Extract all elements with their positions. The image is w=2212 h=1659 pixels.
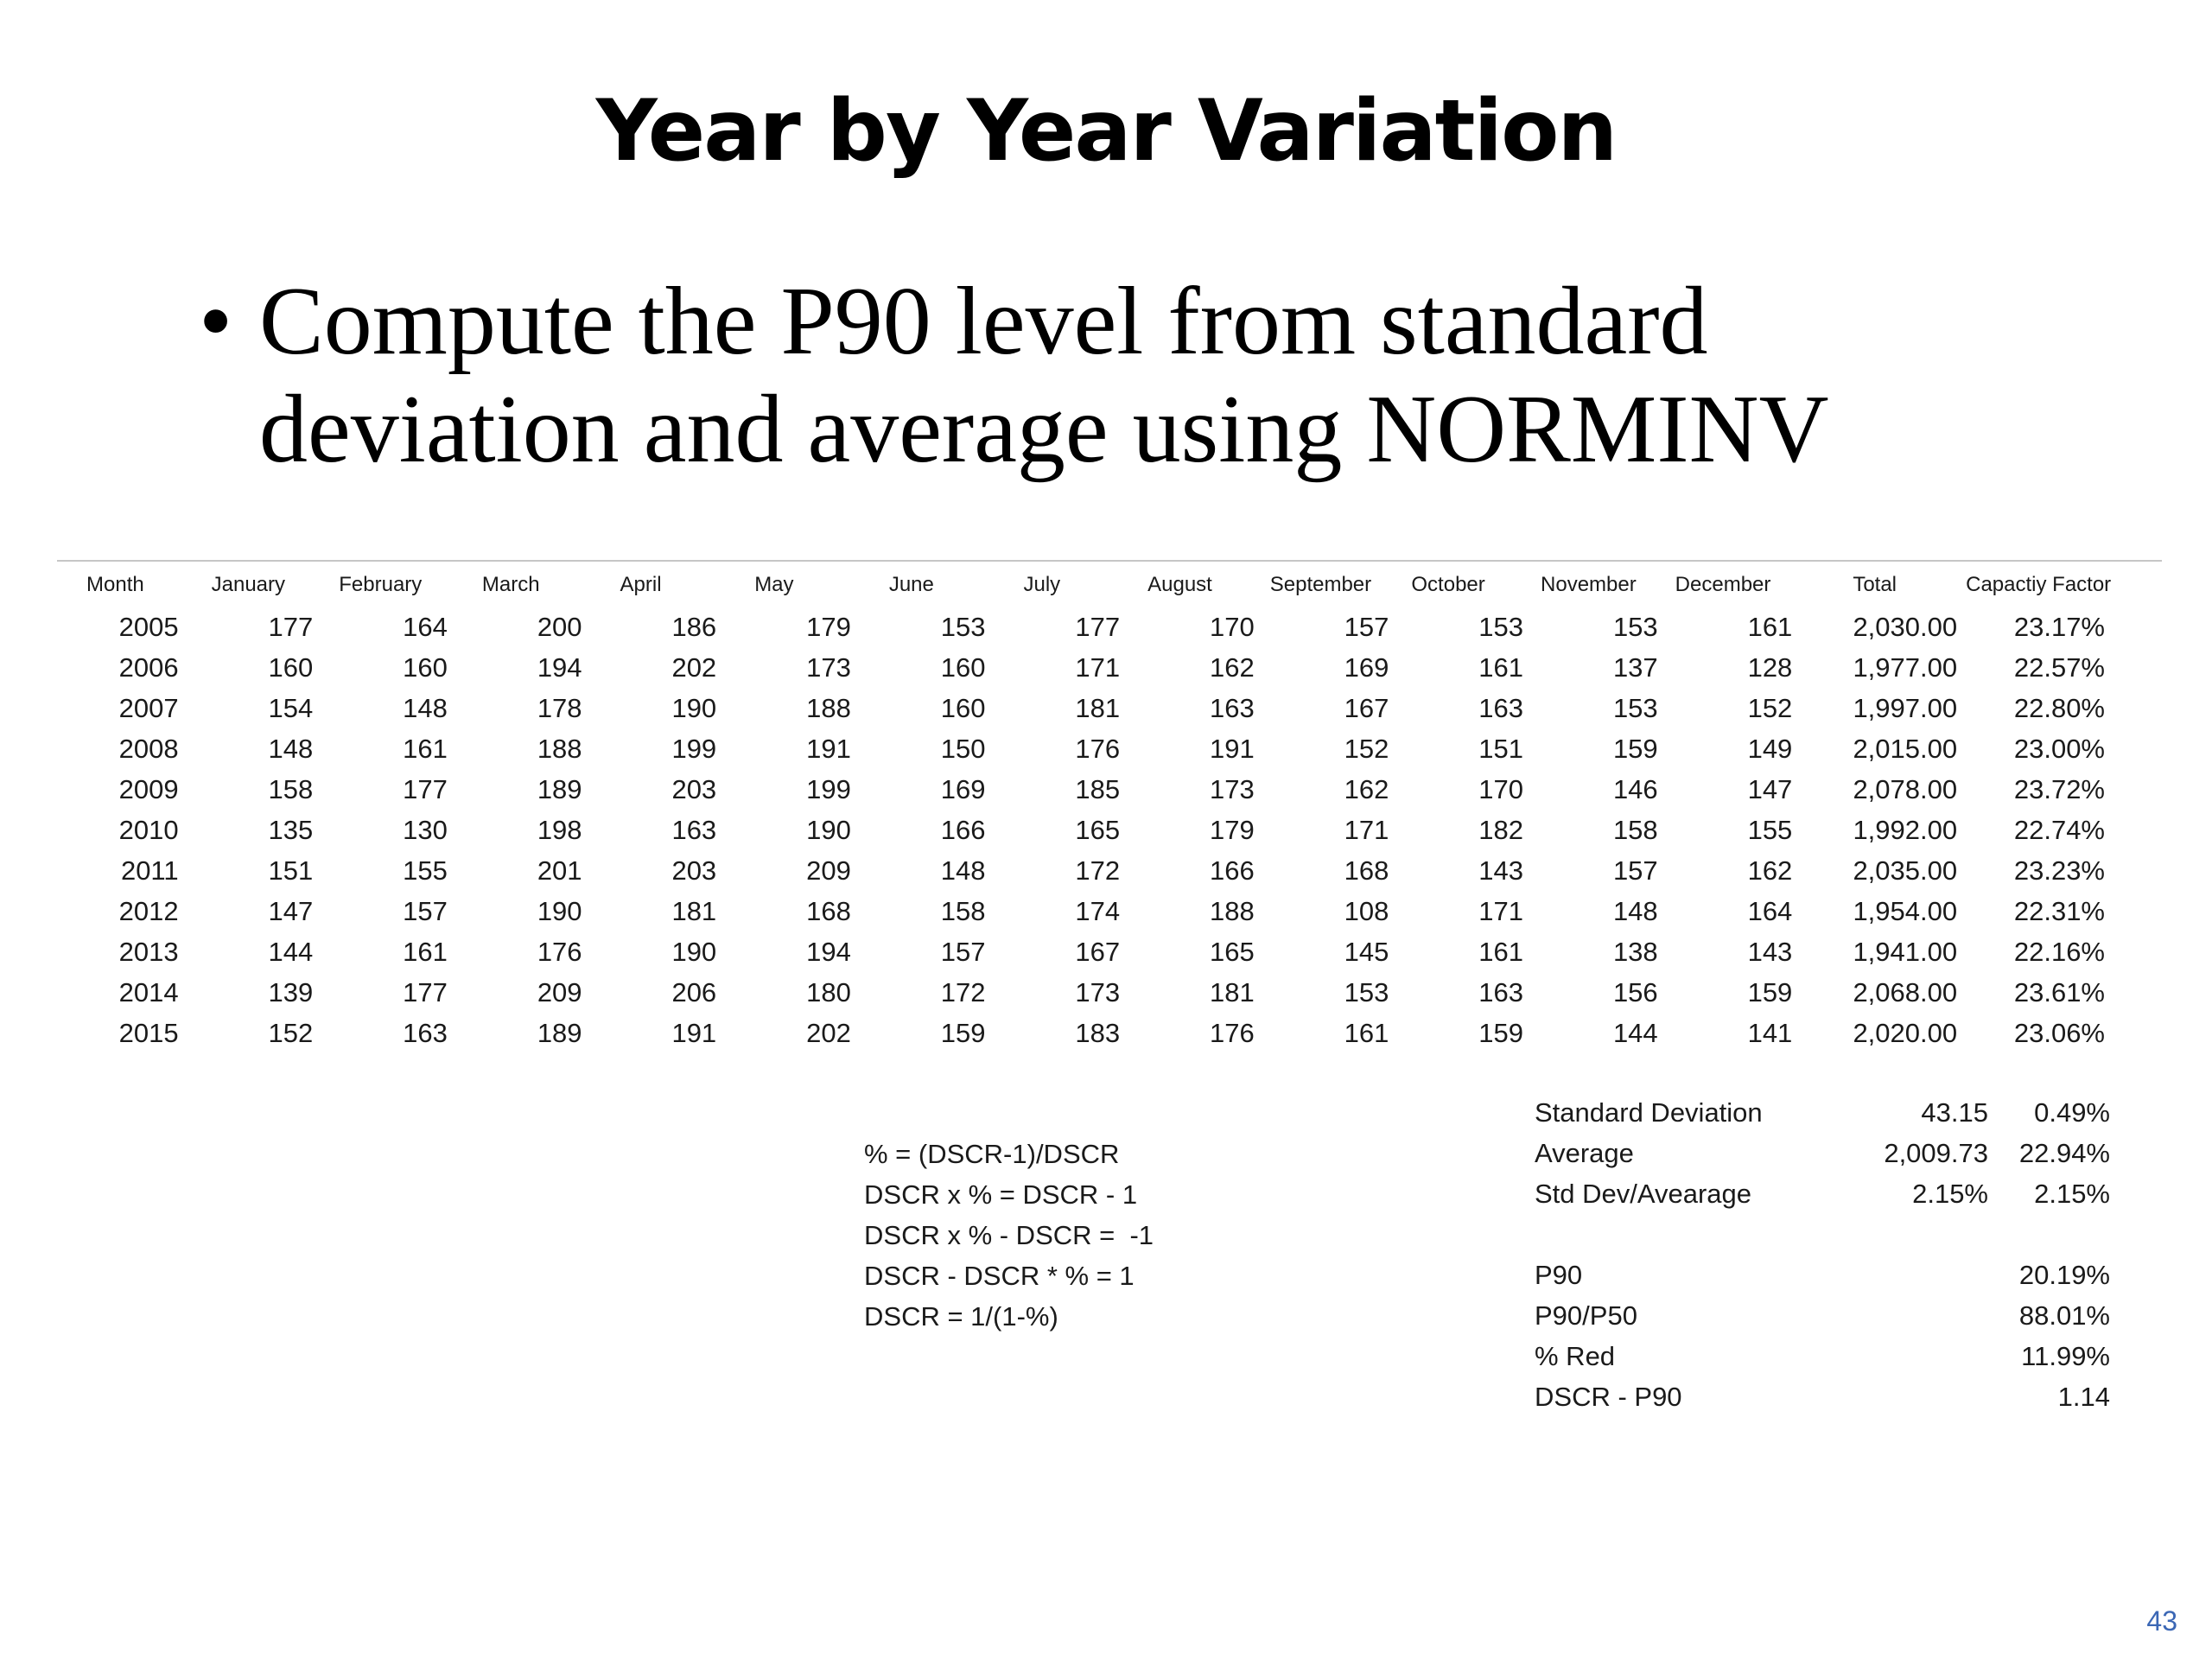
stat-label: P90/P50 bbox=[1535, 1300, 1637, 1331]
table-cell: 157 bbox=[1344, 611, 1389, 642]
stat-row-p90 bbox=[1535, 1255, 2139, 1295]
table-cell: 189 bbox=[537, 773, 582, 804]
table-cell: 143 bbox=[1478, 855, 1524, 886]
stat-row-standard-deviation bbox=[1535, 1092, 2139, 1133]
table-cell: 137 bbox=[1612, 652, 1658, 683]
table-cell: 154 bbox=[268, 692, 314, 723]
table-cell: 162 bbox=[1747, 855, 1793, 886]
year-cell: 2008 bbox=[118, 733, 179, 764]
table-cell: 177 bbox=[268, 611, 314, 642]
table-cell: 157 bbox=[1612, 855, 1658, 886]
table-row bbox=[57, 850, 2113, 891]
year-cell: 2011 bbox=[120, 855, 179, 886]
table-cell: 191 bbox=[671, 1017, 717, 1048]
table-cell: 148 bbox=[403, 692, 448, 723]
stat-total-value: 2,009.73 bbox=[1884, 1138, 1988, 1168]
table-row bbox=[57, 769, 2113, 810]
year-cell: 2010 bbox=[118, 814, 179, 845]
table-cell: 189 bbox=[537, 1017, 582, 1048]
table-cell: 171 bbox=[1075, 652, 1121, 683]
table-cell: 185 bbox=[1075, 773, 1121, 804]
table-cell: 22.74% bbox=[2013, 814, 2105, 845]
slide-title: Year by Year Variation bbox=[595, 82, 1617, 181]
table-cell: 183 bbox=[1075, 1017, 1121, 1048]
table-cell: 144 bbox=[268, 936, 314, 967]
column-header: September bbox=[1269, 573, 1372, 596]
table-cell: 206 bbox=[671, 976, 717, 1007]
table-cell: 1,941.00 bbox=[1853, 936, 1958, 967]
stat-label: % Red bbox=[1535, 1341, 1616, 1371]
table-row bbox=[57, 1013, 2113, 1053]
table-cell: 138 bbox=[1612, 936, 1658, 967]
table-cell: 157 bbox=[403, 895, 448, 926]
table-row bbox=[57, 891, 2113, 931]
stat-label: Standard Deviation bbox=[1535, 1097, 1763, 1128]
table-cell: 147 bbox=[268, 895, 314, 926]
table-cell: 2,035.00 bbox=[1853, 855, 1958, 886]
sheet-divider bbox=[57, 560, 2162, 562]
stat-row-std-dev-average bbox=[1535, 1173, 2139, 1214]
table-cell: 168 bbox=[1344, 855, 1389, 886]
table-cell: 199 bbox=[806, 773, 851, 804]
stat-label: DSCR - P90 bbox=[1535, 1382, 1682, 1412]
table-cell: 176 bbox=[1075, 733, 1121, 764]
table-cell: 141 bbox=[1747, 1017, 1793, 1048]
table-row bbox=[57, 728, 2113, 769]
table-cell: 190 bbox=[806, 814, 851, 845]
table-cell: 159 bbox=[1478, 1017, 1524, 1048]
table-cell: 2,068.00 bbox=[1853, 976, 1958, 1007]
table-cell: 161 bbox=[1478, 936, 1524, 967]
table-row bbox=[57, 810, 2113, 850]
stat-cf-value: 0.49% bbox=[2034, 1097, 2110, 1128]
table-cell: 151 bbox=[1478, 733, 1524, 764]
table-cell: 146 bbox=[1612, 773, 1658, 804]
formula-line: DSCR x % - DSCR = -1 bbox=[864, 1220, 1154, 1250]
stat-cf-value: 1.14 bbox=[2057, 1382, 2110, 1412]
table-cell: 190 bbox=[671, 936, 717, 967]
formula-line: DSCR = 1/(1-%) bbox=[864, 1301, 1058, 1332]
table-cell: 171 bbox=[1478, 895, 1524, 926]
table-cell: 159 bbox=[940, 1017, 986, 1048]
table-cell: 147 bbox=[1747, 773, 1793, 804]
stat-cf-value: 2.15% bbox=[2034, 1179, 2110, 1209]
stat-cf-value: 22.94% bbox=[2018, 1138, 2110, 1168]
table-cell: 158 bbox=[1612, 814, 1658, 845]
table-cell: 201 bbox=[537, 855, 582, 886]
column-header: Total bbox=[1853, 573, 1897, 596]
table-cell: 181 bbox=[1075, 692, 1121, 723]
table-cell: 209 bbox=[806, 855, 851, 886]
table-row bbox=[57, 972, 2113, 1013]
column-header: August bbox=[1147, 573, 1212, 596]
stat-row-p90-p50 bbox=[1535, 1295, 2139, 1336]
table-cell: 23.61% bbox=[2013, 976, 2105, 1007]
dscr-formula-notes bbox=[864, 1134, 1154, 1337]
statistics-summary bbox=[1535, 1092, 2139, 1417]
stat-spacer bbox=[1535, 1214, 2139, 1255]
table-cell: 22.16% bbox=[2013, 936, 2105, 967]
table-cell: 164 bbox=[403, 611, 448, 642]
table-cell: 23.23% bbox=[2013, 855, 2105, 886]
table-cell: 163 bbox=[1210, 692, 1255, 723]
table-cell: 209 bbox=[537, 976, 582, 1007]
table-cell: 186 bbox=[671, 611, 717, 642]
table-cell: 149 bbox=[1747, 733, 1793, 764]
stat-total-value: 2.15% bbox=[1912, 1179, 1988, 1209]
table-cell: 199 bbox=[671, 733, 717, 764]
column-header: February bbox=[339, 573, 423, 596]
table-cell: 160 bbox=[940, 692, 986, 723]
column-header: July bbox=[1023, 573, 1061, 596]
table-cell: 165 bbox=[1210, 936, 1255, 967]
table-cell: 162 bbox=[1210, 652, 1255, 683]
table-cell: 169 bbox=[1344, 652, 1389, 683]
table-cell: 143 bbox=[1747, 936, 1793, 967]
table-cell: 163 bbox=[671, 814, 717, 845]
table-cell: 182 bbox=[1478, 814, 1524, 845]
table-cell: 23.06% bbox=[2013, 1017, 2105, 1048]
table-cell: 152 bbox=[1344, 733, 1389, 764]
table-cell: 23.00% bbox=[2013, 733, 2105, 764]
table-cell: 188 bbox=[537, 733, 582, 764]
table-cell: 155 bbox=[403, 855, 448, 886]
table-cell: 151 bbox=[268, 855, 314, 886]
table-cell: 158 bbox=[940, 895, 986, 926]
table-cell: 2,015.00 bbox=[1853, 733, 1958, 764]
table-cell: 159 bbox=[1747, 976, 1793, 1007]
table-cell: 128 bbox=[1747, 652, 1793, 683]
table-cell: 200 bbox=[537, 611, 582, 642]
table-cell: 153 bbox=[1344, 976, 1389, 1007]
year-cell: 2005 bbox=[118, 611, 179, 642]
table-cell: 156 bbox=[1612, 976, 1658, 1007]
stat-row-average bbox=[1535, 1133, 2139, 1173]
column-header: Capactiy Factor bbox=[1966, 573, 2112, 596]
table-cell: 161 bbox=[403, 733, 448, 764]
table-row bbox=[57, 688, 2113, 728]
stat-cf-value: 20.19% bbox=[2018, 1260, 2110, 1290]
table-row bbox=[57, 647, 2113, 688]
table-cell: 22.31% bbox=[2013, 895, 2105, 926]
table-cell: 188 bbox=[806, 692, 851, 723]
table-cell: 161 bbox=[1747, 611, 1793, 642]
table-cell: 194 bbox=[806, 936, 851, 967]
table-cell: 163 bbox=[1478, 976, 1524, 1007]
column-header: November bbox=[1541, 573, 1637, 596]
column-header: December bbox=[1675, 573, 1771, 596]
table-cell: 161 bbox=[1478, 652, 1524, 683]
column-header: January bbox=[211, 573, 286, 596]
table-cell: 174 bbox=[1075, 895, 1121, 926]
monthly-production-table bbox=[57, 563, 2113, 1053]
table-cell: 1,977.00 bbox=[1853, 652, 1958, 683]
table-cell: 172 bbox=[1075, 855, 1121, 886]
table-cell: 159 bbox=[1612, 733, 1658, 764]
stat-row-percent-red bbox=[1535, 1336, 2139, 1376]
table-cell: 202 bbox=[806, 1017, 851, 1048]
stat-total-value: 43.15 bbox=[1921, 1097, 1988, 1128]
table-cell: 180 bbox=[806, 976, 851, 1007]
table-cell: 22.80% bbox=[2013, 692, 2105, 723]
table-cell: 181 bbox=[671, 895, 717, 926]
table-cell: 172 bbox=[940, 976, 986, 1007]
table-cell: 173 bbox=[806, 652, 851, 683]
table-cell: 168 bbox=[806, 895, 851, 926]
table-cell: 161 bbox=[1344, 1017, 1389, 1048]
table-cell: 23.17% bbox=[2013, 611, 2105, 642]
table-cell: 153 bbox=[1612, 692, 1658, 723]
table-cell: 202 bbox=[671, 652, 717, 683]
table-cell: 2,020.00 bbox=[1853, 1017, 1958, 1048]
table-cell: 165 bbox=[1075, 814, 1121, 845]
table-cell: 130 bbox=[403, 814, 448, 845]
column-header: May bbox=[754, 573, 794, 596]
year-cell: 2009 bbox=[118, 773, 179, 804]
stat-cf-value: 88.01% bbox=[2018, 1300, 2110, 1331]
table-cell: 161 bbox=[403, 936, 448, 967]
table-cell: 188 bbox=[1210, 895, 1255, 926]
table-cell: 152 bbox=[268, 1017, 314, 1048]
stat-label: Average bbox=[1535, 1138, 1634, 1168]
stat-label: P90 bbox=[1535, 1260, 1583, 1290]
column-header: June bbox=[888, 573, 934, 596]
table-cell: 1,997.00 bbox=[1853, 692, 1958, 723]
table-cell: 150 bbox=[940, 733, 986, 764]
table-cell: 191 bbox=[806, 733, 851, 764]
bullet-icon: • bbox=[199, 268, 233, 375]
table-cell: 2,030.00 bbox=[1853, 611, 1958, 642]
table-cell: 163 bbox=[403, 1017, 448, 1048]
table-cell: 164 bbox=[1747, 895, 1793, 926]
table-cell: 194 bbox=[537, 652, 582, 683]
table-header-row bbox=[57, 563, 2113, 607]
table-cell: 167 bbox=[1075, 936, 1121, 967]
table-cell: 171 bbox=[1344, 814, 1389, 845]
table-cell: 145 bbox=[1344, 936, 1389, 967]
year-cell: 2014 bbox=[118, 976, 179, 1007]
table-cell: 152 bbox=[1747, 692, 1793, 723]
table-cell: 167 bbox=[1344, 692, 1389, 723]
table-cell: 158 bbox=[268, 773, 314, 804]
table-row bbox=[57, 607, 2113, 647]
column-header: March bbox=[481, 573, 540, 596]
table-cell: 163 bbox=[1478, 692, 1524, 723]
year-cell: 2015 bbox=[118, 1017, 179, 1048]
stat-label: Std Dev/Avearage bbox=[1535, 1179, 1752, 1209]
table-cell: 1,992.00 bbox=[1853, 814, 1958, 845]
table-cell: 177 bbox=[403, 773, 448, 804]
table-cell: 23.72% bbox=[2013, 773, 2105, 804]
table-cell: 178 bbox=[537, 692, 582, 723]
table-cell: 157 bbox=[940, 936, 986, 967]
table-cell: 190 bbox=[671, 692, 717, 723]
table-cell: 148 bbox=[1612, 895, 1658, 926]
formula-line: % = (DSCR-1)/DSCR bbox=[864, 1139, 1120, 1169]
table-cell: 160 bbox=[403, 652, 448, 683]
column-header: October bbox=[1411, 573, 1485, 596]
column-header: Month bbox=[86, 573, 144, 596]
table-cell: 181 bbox=[1210, 976, 1255, 1007]
bullet-text: Compute the P90 level from standard deviation and average using NORMINV bbox=[259, 268, 1829, 483]
table-cell: 203 bbox=[671, 855, 717, 886]
table-cell: 166 bbox=[1210, 855, 1255, 886]
year-cell: 2012 bbox=[118, 895, 179, 926]
table-cell: 176 bbox=[537, 936, 582, 967]
year-cell: 2006 bbox=[118, 652, 179, 683]
table-cell: 153 bbox=[1612, 611, 1658, 642]
table-row bbox=[57, 931, 2113, 972]
table-cell: 148 bbox=[268, 733, 314, 764]
table-cell: 179 bbox=[806, 611, 851, 642]
page-number: 43 bbox=[2146, 1605, 2177, 1637]
table-cell: 170 bbox=[1210, 611, 1255, 642]
stat-row-dscr-p90 bbox=[1535, 1376, 2139, 1417]
table-cell: 144 bbox=[1612, 1017, 1658, 1048]
table-cell: 170 bbox=[1478, 773, 1524, 804]
table-cell: 203 bbox=[671, 773, 717, 804]
table-cell: 191 bbox=[1210, 733, 1255, 764]
formula-line: DSCR - DSCR * % = 1 bbox=[864, 1261, 1135, 1291]
table-cell: 190 bbox=[537, 895, 582, 926]
year-cell: 2013 bbox=[118, 936, 179, 967]
stat-cf-value: 11.99% bbox=[2021, 1341, 2110, 1371]
table-cell: 1,954.00 bbox=[1853, 895, 1958, 926]
table-cell: 173 bbox=[1210, 773, 1255, 804]
table-cell: 22.57% bbox=[2013, 652, 2105, 683]
table-cell: 2,078.00 bbox=[1853, 773, 1958, 804]
table-cell: 135 bbox=[268, 814, 314, 845]
table-cell: 160 bbox=[940, 652, 986, 683]
formula-line: DSCR x % = DSCR - 1 bbox=[864, 1179, 1138, 1210]
table-cell: 176 bbox=[1210, 1017, 1255, 1048]
table-cell: 177 bbox=[403, 976, 448, 1007]
table-cell: 139 bbox=[268, 976, 314, 1007]
table-cell: 108 bbox=[1344, 895, 1389, 926]
table-cell: 173 bbox=[1075, 976, 1121, 1007]
table-cell: 166 bbox=[940, 814, 986, 845]
column-header: April bbox=[620, 573, 662, 596]
year-cell: 2007 bbox=[118, 692, 179, 723]
table-cell: 155 bbox=[1747, 814, 1793, 845]
table-cell: 148 bbox=[940, 855, 986, 886]
table-cell: 177 bbox=[1075, 611, 1121, 642]
table-cell: 153 bbox=[940, 611, 986, 642]
table-cell: 169 bbox=[940, 773, 986, 804]
table-cell: 198 bbox=[537, 814, 582, 845]
table-cell: 160 bbox=[268, 652, 314, 683]
table-cell: 162 bbox=[1344, 773, 1389, 804]
table-cell: 179 bbox=[1210, 814, 1255, 845]
table-cell: 153 bbox=[1478, 611, 1524, 642]
